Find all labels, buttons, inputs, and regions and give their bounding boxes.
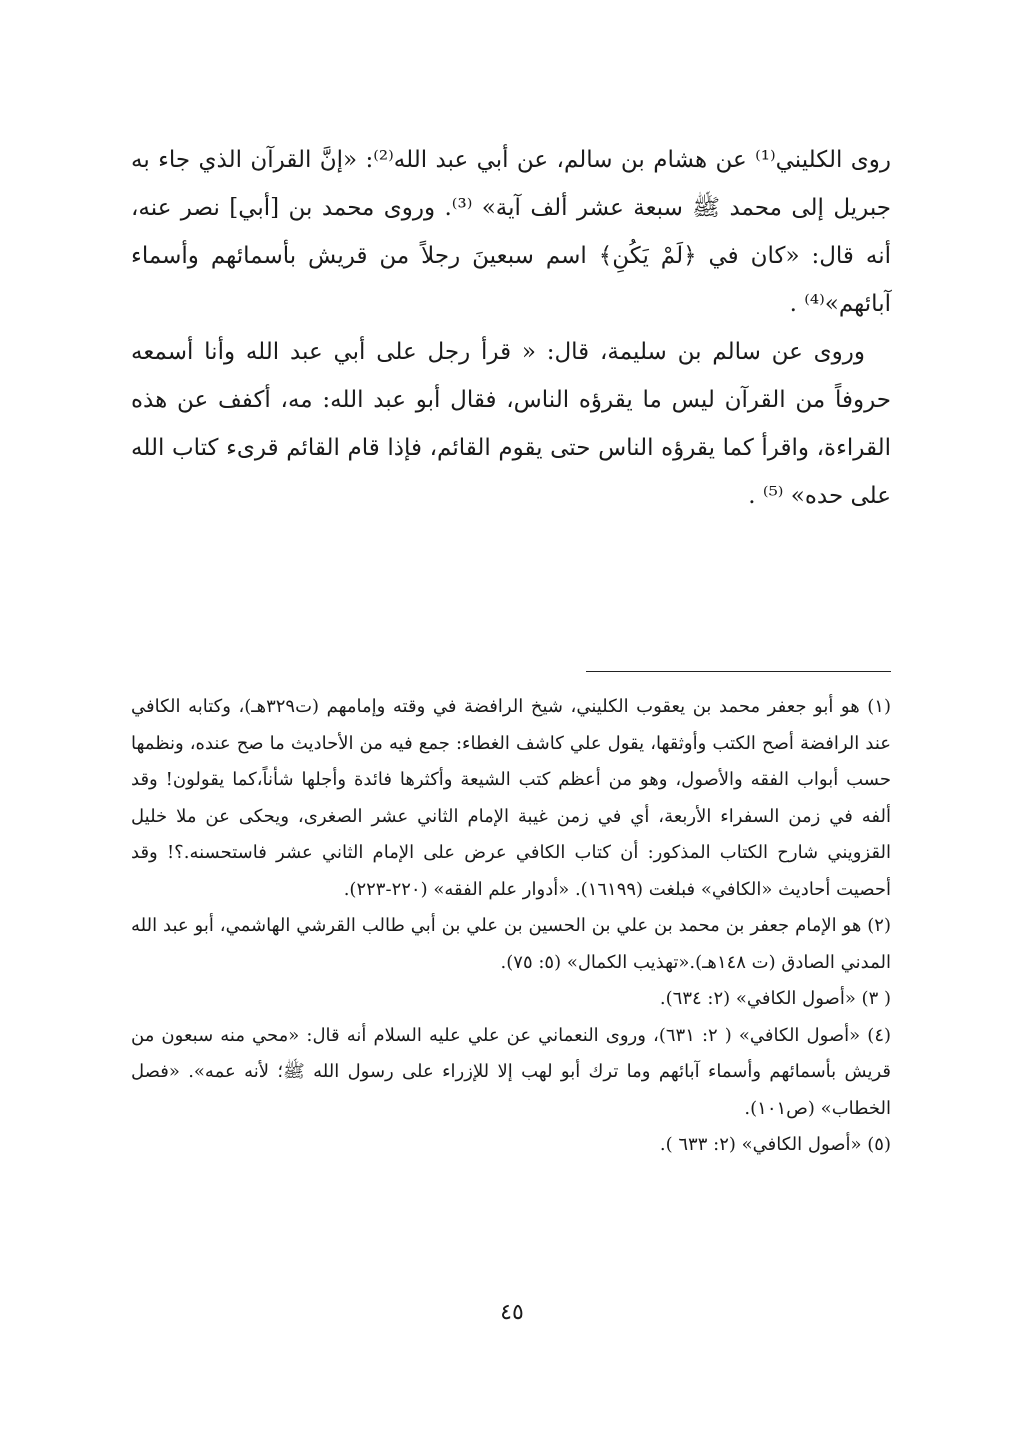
footnote-5: (٥) «أصول الكافي» (٢: ٦٣٣ ). <box>659 1134 891 1155</box>
page-number: ٤٥ <box>500 1300 524 1325</box>
footnotes-block <box>131 689 891 1164</box>
main-text-block <box>131 136 891 520</box>
footnote-divider <box>586 671 891 672</box>
main-paragraph-1: روى الكليني⁽¹⁾ عن هشام بن سالم، عن أبي عبد الله⁽²⁾: «إنَّ القرآن الذي جاء به جبريل إلى محمد ﷺ سبعة عشر ألف آية» ⁽³⁾. وروى محمد بن [أبي] نصر عنه، أنه قال: «كان في ﴿لَمْ يَكُنِ﴾ اسم سبعينَ رجلاً من قريش بأسمائهم وأسماء آبائهم»⁽⁴⁾ . <box>131 147 891 317</box>
footnote-2: (٢) هو الإمام جعفر بن محمد بن علي بن الحسين بن علي بن أبي طالب القرشي الهاشمي، أبو عبد الله المدني الصادق (ت ١٤٨هـ).«تهذيب الكمال» (٥: ٧٥). <box>131 915 891 973</box>
footnote-3: ( ٣) «أصول الكافي» (٢: ٦٣٤). <box>659 988 891 1009</box>
footnote-4: (٤) «أصول الكافي» ( ٢: ٦٣١)، وروى النعماني عن علي عليه السلام أنه قال: «محي منه سبعون من قريش بأسمائهم وأسماء آبائهم وما ترك أبو لهب إلا للإزراء على رسول الله ﷺ؛ لأنه عمه». «فصل الخطاب» (ص١٠١). <box>131 1024 892 1119</box>
footnote-1: (١) هو أبو جعفر محمد بن يعقوب الكليني، شيخ الرافضة في وقته وإمامهم (ت٣٢٩هـ)، وكتابه الكافي عند الرافضة أصح الكتب وأوثقها، يقول علي كاشف الغطاء: جمع فيه من الأحاديث ما صح عنده، ونظمها حسب أبواب الفقه والأصول، وهو من أعظم كتب الشيعة وأكثرها فائدة وأجلها شأناً،كما يقولون! وقد ألفه في زمن السفراء الأربعة، أي في زمن غيبة الإمام الثاني عشر الصغرى، ويحكى عن ملا خليل القزويني شارح الكتاب المذكور: أن كتاب الكافي عرض على الإمام الثاني عشر فاستحسنه.؟! وقد أحصيت أحاديث «الكافي» فبلغت (١٦١٩٩). «أدوار علم الفقه» (٢٢٠-٢٢٣). <box>131 696 891 900</box>
main-paragraph-2: وروى عن سالم بن سليمة، قال: « قرأ رجل على أبي عبد الله وأنا أسمعه حروفاً من القرآن ليس ما يقرؤه الناس، فقال أبو عبد الله: مه، أكفف عن هذه القراءة، واقرأ كما يقرؤه الناس حتى يقوم القائم، فإذا قام القائم قرىء كتاب الله على حده» ⁽⁵⁾ . <box>131 339 891 509</box>
